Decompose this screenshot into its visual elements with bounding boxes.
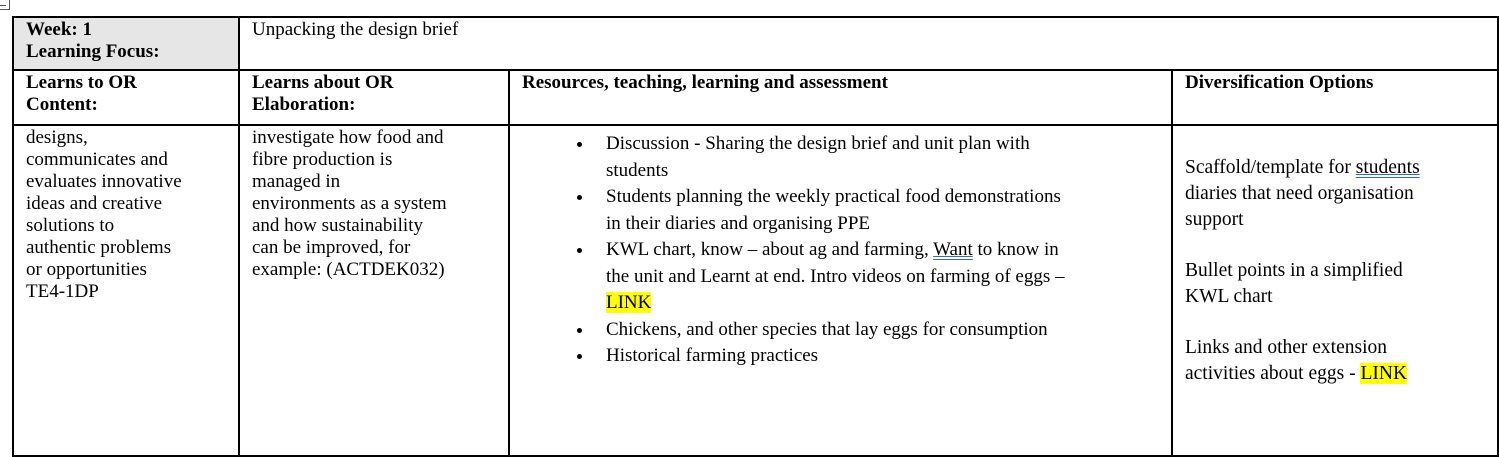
resources-content	[509, 125, 1172, 456]
diversification-option: Links and other extension activities about eggs - LINK	[1185, 337, 1408, 384]
week-label: Week: 1	[26, 19, 92, 40]
link-text[interactable]: LINK	[1360, 363, 1408, 384]
week-focus-label-cell	[13, 17, 239, 70]
table-move-handle-icon[interactable]	[0, 0, 10, 10]
focus-value: Unpacking the design brief	[252, 19, 459, 40]
diversification-content	[1172, 125, 1498, 456]
diversification-option: Bullet points in a simplified KWL chart	[1185, 260, 1403, 307]
header-row	[13, 17, 1498, 70]
list-item: • KWL chart, know – about ag and farming, Want to know in the unit and Learnt at end. Intro videos on farming of eggs – LINK	[594, 237, 1159, 317]
spelling-flag: students	[1355, 157, 1420, 178]
link-text[interactable]: LINK	[606, 292, 652, 313]
unit-plan-table	[12, 16, 1499, 457]
col-header-diversification: Diversification Options	[1172, 70, 1498, 125]
list-item: • Chickens, and other species that lay eggs for consumption	[594, 317, 1159, 344]
focus-label: Learning Focus:	[26, 41, 160, 62]
diversification-option: Scaffold/template for students diaries that need organisation support	[1185, 157, 1420, 230]
list-item: • Discussion - Sharing the design brief and unit plan with students	[594, 131, 1159, 184]
col-header-learns-to: Learns to OR Content:	[13, 70, 239, 125]
column-header-row	[13, 70, 1498, 125]
list-item: • Historical farming practices	[594, 343, 1159, 370]
content-row	[13, 125, 1498, 456]
resources-list	[522, 131, 1159, 370]
learns-about-content: investigate how food and fibre production is managed in environments as a system and how sustainability can be improved, for example: (ACTDEK032)	[239, 125, 509, 456]
col-header-resources: Resources, teaching, learning and assessment	[509, 70, 1172, 125]
col-header-learns-about: Learns about OR Elaboration:	[239, 70, 509, 125]
spelling-flag: Want	[933, 239, 973, 260]
focus-value-cell	[239, 17, 1498, 70]
learns-to-content: designs, communicates and evaluates innovative ideas and creative solutions to authentic problems or opportunities TE4-1DP	[13, 125, 239, 456]
list-item: • Students planning the weekly practical food demonstrations in their diaries and organising PPE	[594, 184, 1159, 237]
